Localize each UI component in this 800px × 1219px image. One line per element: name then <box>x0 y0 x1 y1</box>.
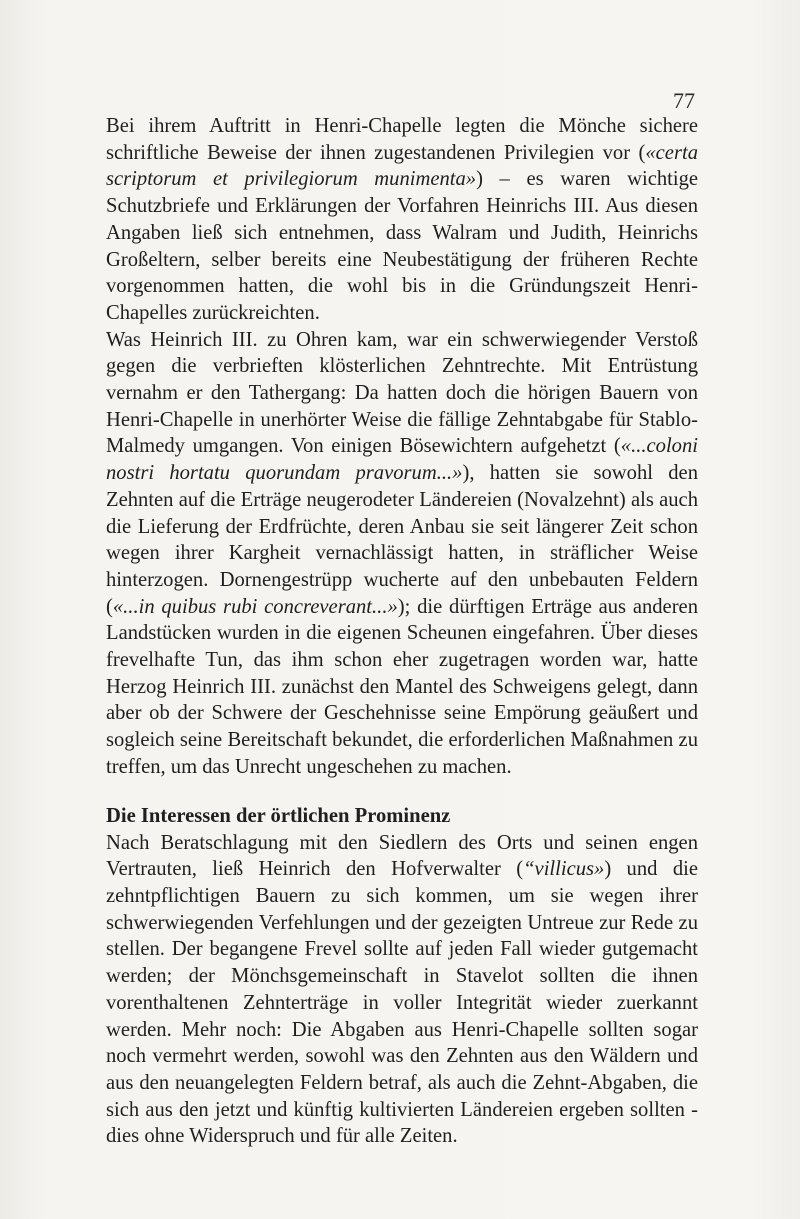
para2-latin-quote-2: «...in quibus rubi concreverant...» <box>112 595 398 618</box>
para1-run-2: ) – es waren wichtige Schutzbriefe und Erklärungen der Vorfahren Heinrichs III. Aus diesen Angaben ließ sich entnehmen, dass Walram und Judith, Heinrichs Großeltern, selber bereits eine Neubestätigung der früheren Rechte vorgenommen hatten, die wohl bis in die Gründungszeit Henri-Chapelles zurückreichten. <box>106 168 699 324</box>
para1-latin-quote: «certa scriptorum et privilegiorum munimenta» <box>106 141 698 191</box>
paragraph-1 <box>106 113 698 327</box>
para2-run-4: ); die dürftigen Erträge aus anderen Landstücken wurden in die eigenen Scheunen eingefahren. Über dieses frevelhafte Tun, das ihm schon eher zugetragen worden war, hatte Herzog Heinrich III. zunächst den Mantel des Schweigens gelegt, dann aber ob der Schwere der Geschehnisse seine Empörung geäußert und sogleich seine Bereitschaft bekundet, die erforderlichen Maßnahmen zu treffen, um das Unrecht ungeschehen zu machen. <box>106 595 698 778</box>
page-number: 77 <box>673 88 695 113</box>
section-heading: Die Interessen der örtlichen Prominenz <box>106 804 451 827</box>
para2-latin-quote-1: «...coloni nostri hortatu quorundam pravorum...» <box>106 435 698 485</box>
para3-latin-term: “villicus» <box>523 858 605 881</box>
body-text <box>106 113 698 1150</box>
paragraph-2 <box>106 327 698 781</box>
para3-run-2: ) und die zehntpflichtigen Bauern zu sich kommen, um sie wegen ihrer schwerwiegenden Verfehlungen und der gezeigten Untreue zur Rede zu stellen. Der begangene Frevel sollte auf jeden Fall wieder gutgemacht werden; der Mönchsgemeinschaft in Stavelot sollten die ihnen vorenthaltenen Zehnterträge in voller Integrität wieder zuerkannt werden. Mehr noch: Die Abgaben aus Henri-Chapelle sollten sogar noch vermehrt werden, sowohl was den Zehnten aus den Wäldern und aus den neuangelegten Feldern betraf, als auch die Zehnt-Abgaben, die sich aus den jetzt und künftig kultivierten Ländereien ergeben sollten - dies ohne Widerspruch und für alle Zeiten. <box>106 858 698 1148</box>
para2-run-0: Was Heinrich III. zu Ohren kam, war ein schwerwiegender Verstoß gegen die verbrieften klösterlichen Zehntrechte. Mit Entrüstung vernahm er den Tathergang: Da hatten doch die hörigen Bauern von Henri-Chapelle in unerhörter Weise die fällige Zehntabgabe für Stablo-Malmedy umgangen. Von einigen Bösewichtern aufgehetzt ( <box>106 328 698 458</box>
para2-run-2: ), hatten sie sowohl den Zehnten auf die Erträge neugerodeter Ländereien (Novalzehnt) als auch die Lieferung der Erdfrüchte, deren Anbau sie seit längerer Zeit schon wegen ihrer Kargheit vernachlässigt hatten, in sträflicher Weise hinterzogen. Dornengestrüpp wucherte auf den unbebauten Feldern ( <box>106 462 698 618</box>
para3-run-0: Nach Beratschlagung mit den Siedlern des Orts und seinen engen Vertrauten, ließ Heinrich den Hofverwalter ( <box>106 831 698 881</box>
paragraph-3 <box>106 830 698 1150</box>
para1-run-0: Bei ihrem Auftritt in Henri-Chapelle legten die Mönche sichere schriftliche Beweise der ihnen zugestandenen Privilegien vor ( <box>106 115 698 164</box>
